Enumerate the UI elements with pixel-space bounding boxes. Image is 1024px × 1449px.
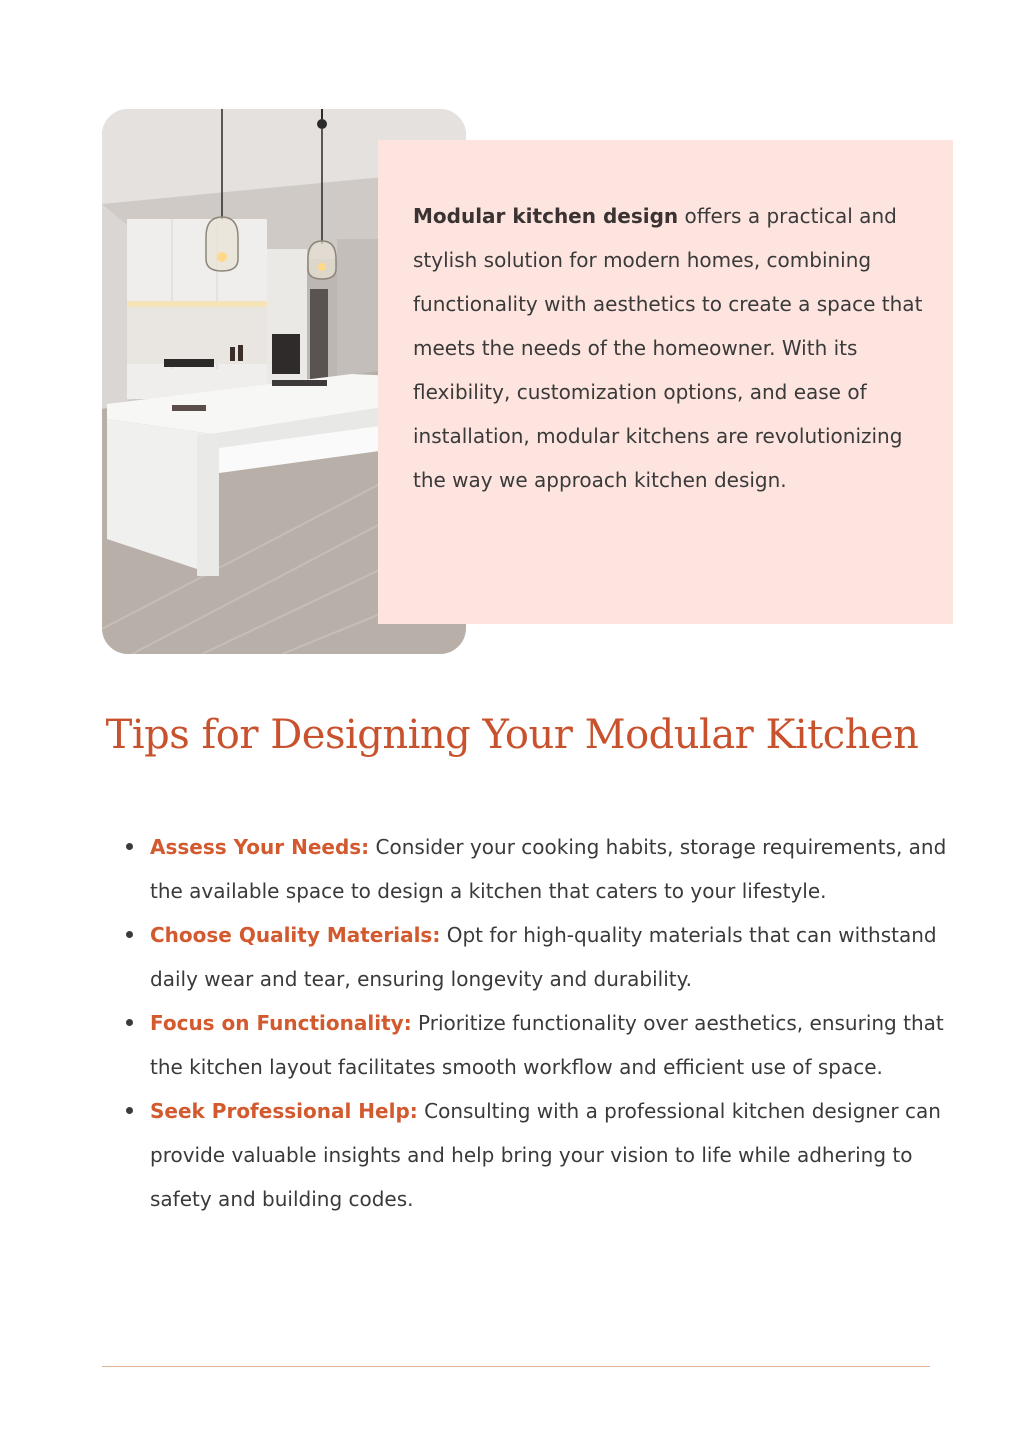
tip-text: Consider your cooking habits, storage requirements, and the available space to design a kitchen that caters to your lifestyle. [150, 835, 947, 903]
intro-body: offers a practical and stylish solution for modern homes, combining functionality with aesthetics to create a space that meets the needs of the homeowner. With its flexibility, customization options, and ease of installation, modular kitchens are revolutionizing the way we approach kitchen design. [413, 204, 923, 492]
bullet-icon [126, 931, 133, 938]
tip-title: Focus on Functionality: [150, 1011, 412, 1035]
bullet-icon [126, 843, 133, 850]
intro-card [378, 140, 953, 624]
bullet-icon [126, 1107, 133, 1114]
footer-divider [102, 1366, 930, 1367]
tips-list [150, 825, 980, 1221]
list-item [150, 825, 980, 913]
list-item [150, 1001, 980, 1089]
section-title: Tips for Designing Your Modular Kitchen [105, 712, 919, 758]
tip-text: Consulting with a professional kitchen designer can provide valuable insights and help bring your vision to life while adhering to safety and building codes. [150, 1099, 941, 1211]
tip-title: Choose Quality Materials: [150, 923, 441, 947]
intro-lead: Modular kitchen design [413, 204, 679, 228]
tip-text: Opt for high-quality materials that can withstand daily wear and tear, ensuring longevity and durability. [150, 923, 937, 991]
tip-title: Assess Your Needs: [150, 835, 370, 859]
tip-title: Seek Professional Help: [150, 1099, 418, 1123]
tip-text: Prioritize functionality over aesthetics, ensuring that the kitchen layout facilitates smooth workflow and efficient use of space. [150, 1011, 944, 1079]
bullet-icon [126, 1019, 133, 1026]
list-item [150, 913, 980, 1001]
list-item [150, 1089, 980, 1221]
intro-paragraph [413, 194, 923, 502]
